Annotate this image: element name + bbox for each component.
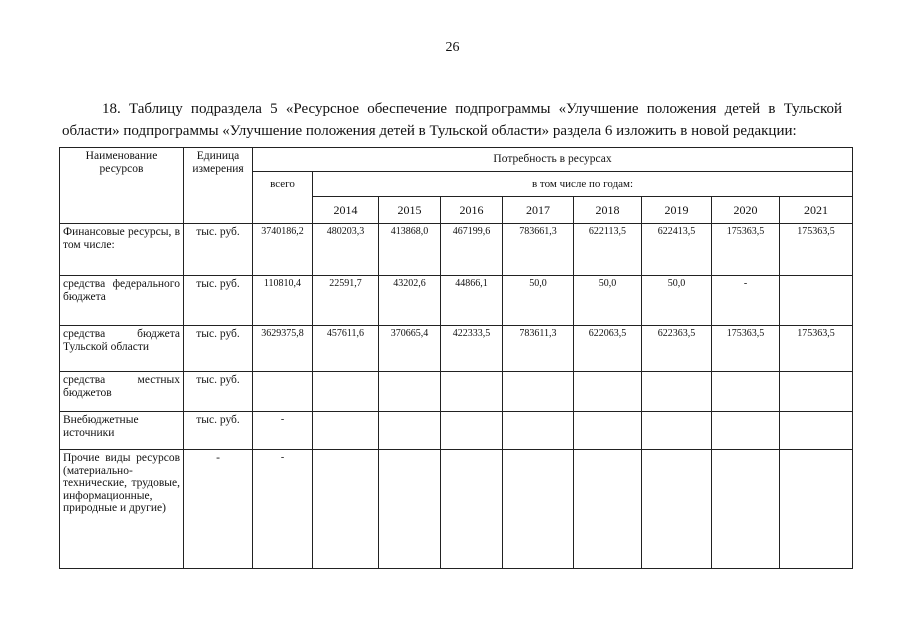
- year-value: 622363,5: [642, 326, 712, 372]
- year-value: [503, 372, 574, 412]
- year-value: [379, 372, 441, 412]
- year-value: 50,0: [642, 276, 712, 326]
- year-value: [712, 372, 780, 412]
- year-value: [712, 450, 780, 569]
- year-value: -: [712, 276, 780, 326]
- year-value: [780, 450, 853, 569]
- year-value: [313, 412, 379, 450]
- resource-total: [253, 372, 313, 412]
- year-value: 22591,7: [313, 276, 379, 326]
- year-value: [379, 450, 441, 569]
- year-value: 175363,5: [780, 326, 853, 372]
- table-row: [60, 326, 853, 372]
- year-value: [441, 412, 503, 450]
- header-total: всего: [253, 172, 313, 224]
- year-header: 2014: [313, 197, 379, 224]
- year-value: 370665,4: [379, 326, 441, 372]
- year-value: [780, 276, 853, 326]
- year-value: 480203,3: [313, 224, 379, 276]
- instruction-paragraph: 18. Таблицу подраздела 5 «Ресурсное обеспечение подпрограммы «Улучшение положения детей в Тульской области» подпрограммы «Улучшение положения детей в Тульской области» раздела 6 изложить в новой редакции:: [62, 101, 842, 139]
- resource-total: 3740186,2: [253, 224, 313, 276]
- year-value: [574, 412, 642, 450]
- resource-total: -: [253, 450, 313, 569]
- resource-name: средства бюджета Тульской области: [60, 326, 184, 372]
- resource-total: -: [253, 412, 313, 450]
- year-header: 2015: [379, 197, 441, 224]
- year-value: [642, 412, 712, 450]
- year-value: [379, 412, 441, 450]
- resource-name: Внебюджетные источники: [60, 412, 184, 450]
- resource-unit: тыс. руб.: [184, 276, 253, 326]
- year-value: [313, 450, 379, 569]
- header-unit: Единица измерения: [184, 148, 253, 224]
- table-row: [60, 412, 853, 450]
- year-value: [642, 450, 712, 569]
- year-value: 622063,5: [574, 326, 642, 372]
- year-value: [642, 372, 712, 412]
- year-value: [503, 412, 574, 450]
- resources-table: [59, 147, 853, 569]
- resource-total: 110810,4: [253, 276, 313, 326]
- year-value: [780, 412, 853, 450]
- table-row: [60, 276, 853, 326]
- year-value: [574, 372, 642, 412]
- resource-name: средства федерального бюджета: [60, 276, 184, 326]
- resource-name: Прочие виды ресурсов (материально-технические, трудовые, информационные, природные и другие): [60, 450, 184, 569]
- year-value: [780, 372, 853, 412]
- year-value: [441, 450, 503, 569]
- year-header: 2017: [503, 197, 574, 224]
- resource-name: Финансовые ресурсы, в том числе:: [60, 224, 184, 276]
- year-value: 622413,5: [642, 224, 712, 276]
- year-header: 2019: [642, 197, 712, 224]
- year-value: 44866,1: [441, 276, 503, 326]
- year-value: 622113,5: [574, 224, 642, 276]
- resource-unit: тыс. руб.: [184, 326, 253, 372]
- header-by-years: в том числе по годам:: [313, 172, 853, 197]
- header-need: Потребность в ресурсах: [253, 148, 853, 172]
- year-value: 50,0: [503, 276, 574, 326]
- page-number: 26: [445, 40, 460, 55]
- table-row: [60, 372, 853, 412]
- year-value: 175363,5: [712, 224, 780, 276]
- year-value: 175363,5: [780, 224, 853, 276]
- year-value: 457611,6: [313, 326, 379, 372]
- year-value: [313, 372, 379, 412]
- year-header: 2018: [574, 197, 642, 224]
- year-value: [441, 372, 503, 412]
- year-value: 467199,6: [441, 224, 503, 276]
- year-value: 50,0: [574, 276, 642, 326]
- resource-unit: -: [184, 450, 253, 569]
- table-row: [60, 450, 853, 569]
- year-value: 175363,5: [712, 326, 780, 372]
- year-header: 2016: [441, 197, 503, 224]
- table-row: [60, 224, 853, 276]
- year-header: 2020: [712, 197, 780, 224]
- year-value: 422333,5: [441, 326, 503, 372]
- resource-unit: тыс. руб.: [184, 224, 253, 276]
- resource-unit: тыс. руб.: [184, 412, 253, 450]
- resource-name: средства местных бюджетов: [60, 372, 184, 412]
- year-value: [503, 450, 574, 569]
- year-value: 413868,0: [379, 224, 441, 276]
- resource-unit: тыс. руб.: [184, 372, 253, 412]
- year-value: 43202,6: [379, 276, 441, 326]
- resource-total: 3629375,8: [253, 326, 313, 372]
- year-value: [574, 450, 642, 569]
- year-value: 783611,3: [503, 326, 574, 372]
- year-value: [712, 412, 780, 450]
- header-name: Наименование ресурсов: [60, 148, 184, 224]
- year-value: 783661,3: [503, 224, 574, 276]
- year-header: 2021: [780, 197, 853, 224]
